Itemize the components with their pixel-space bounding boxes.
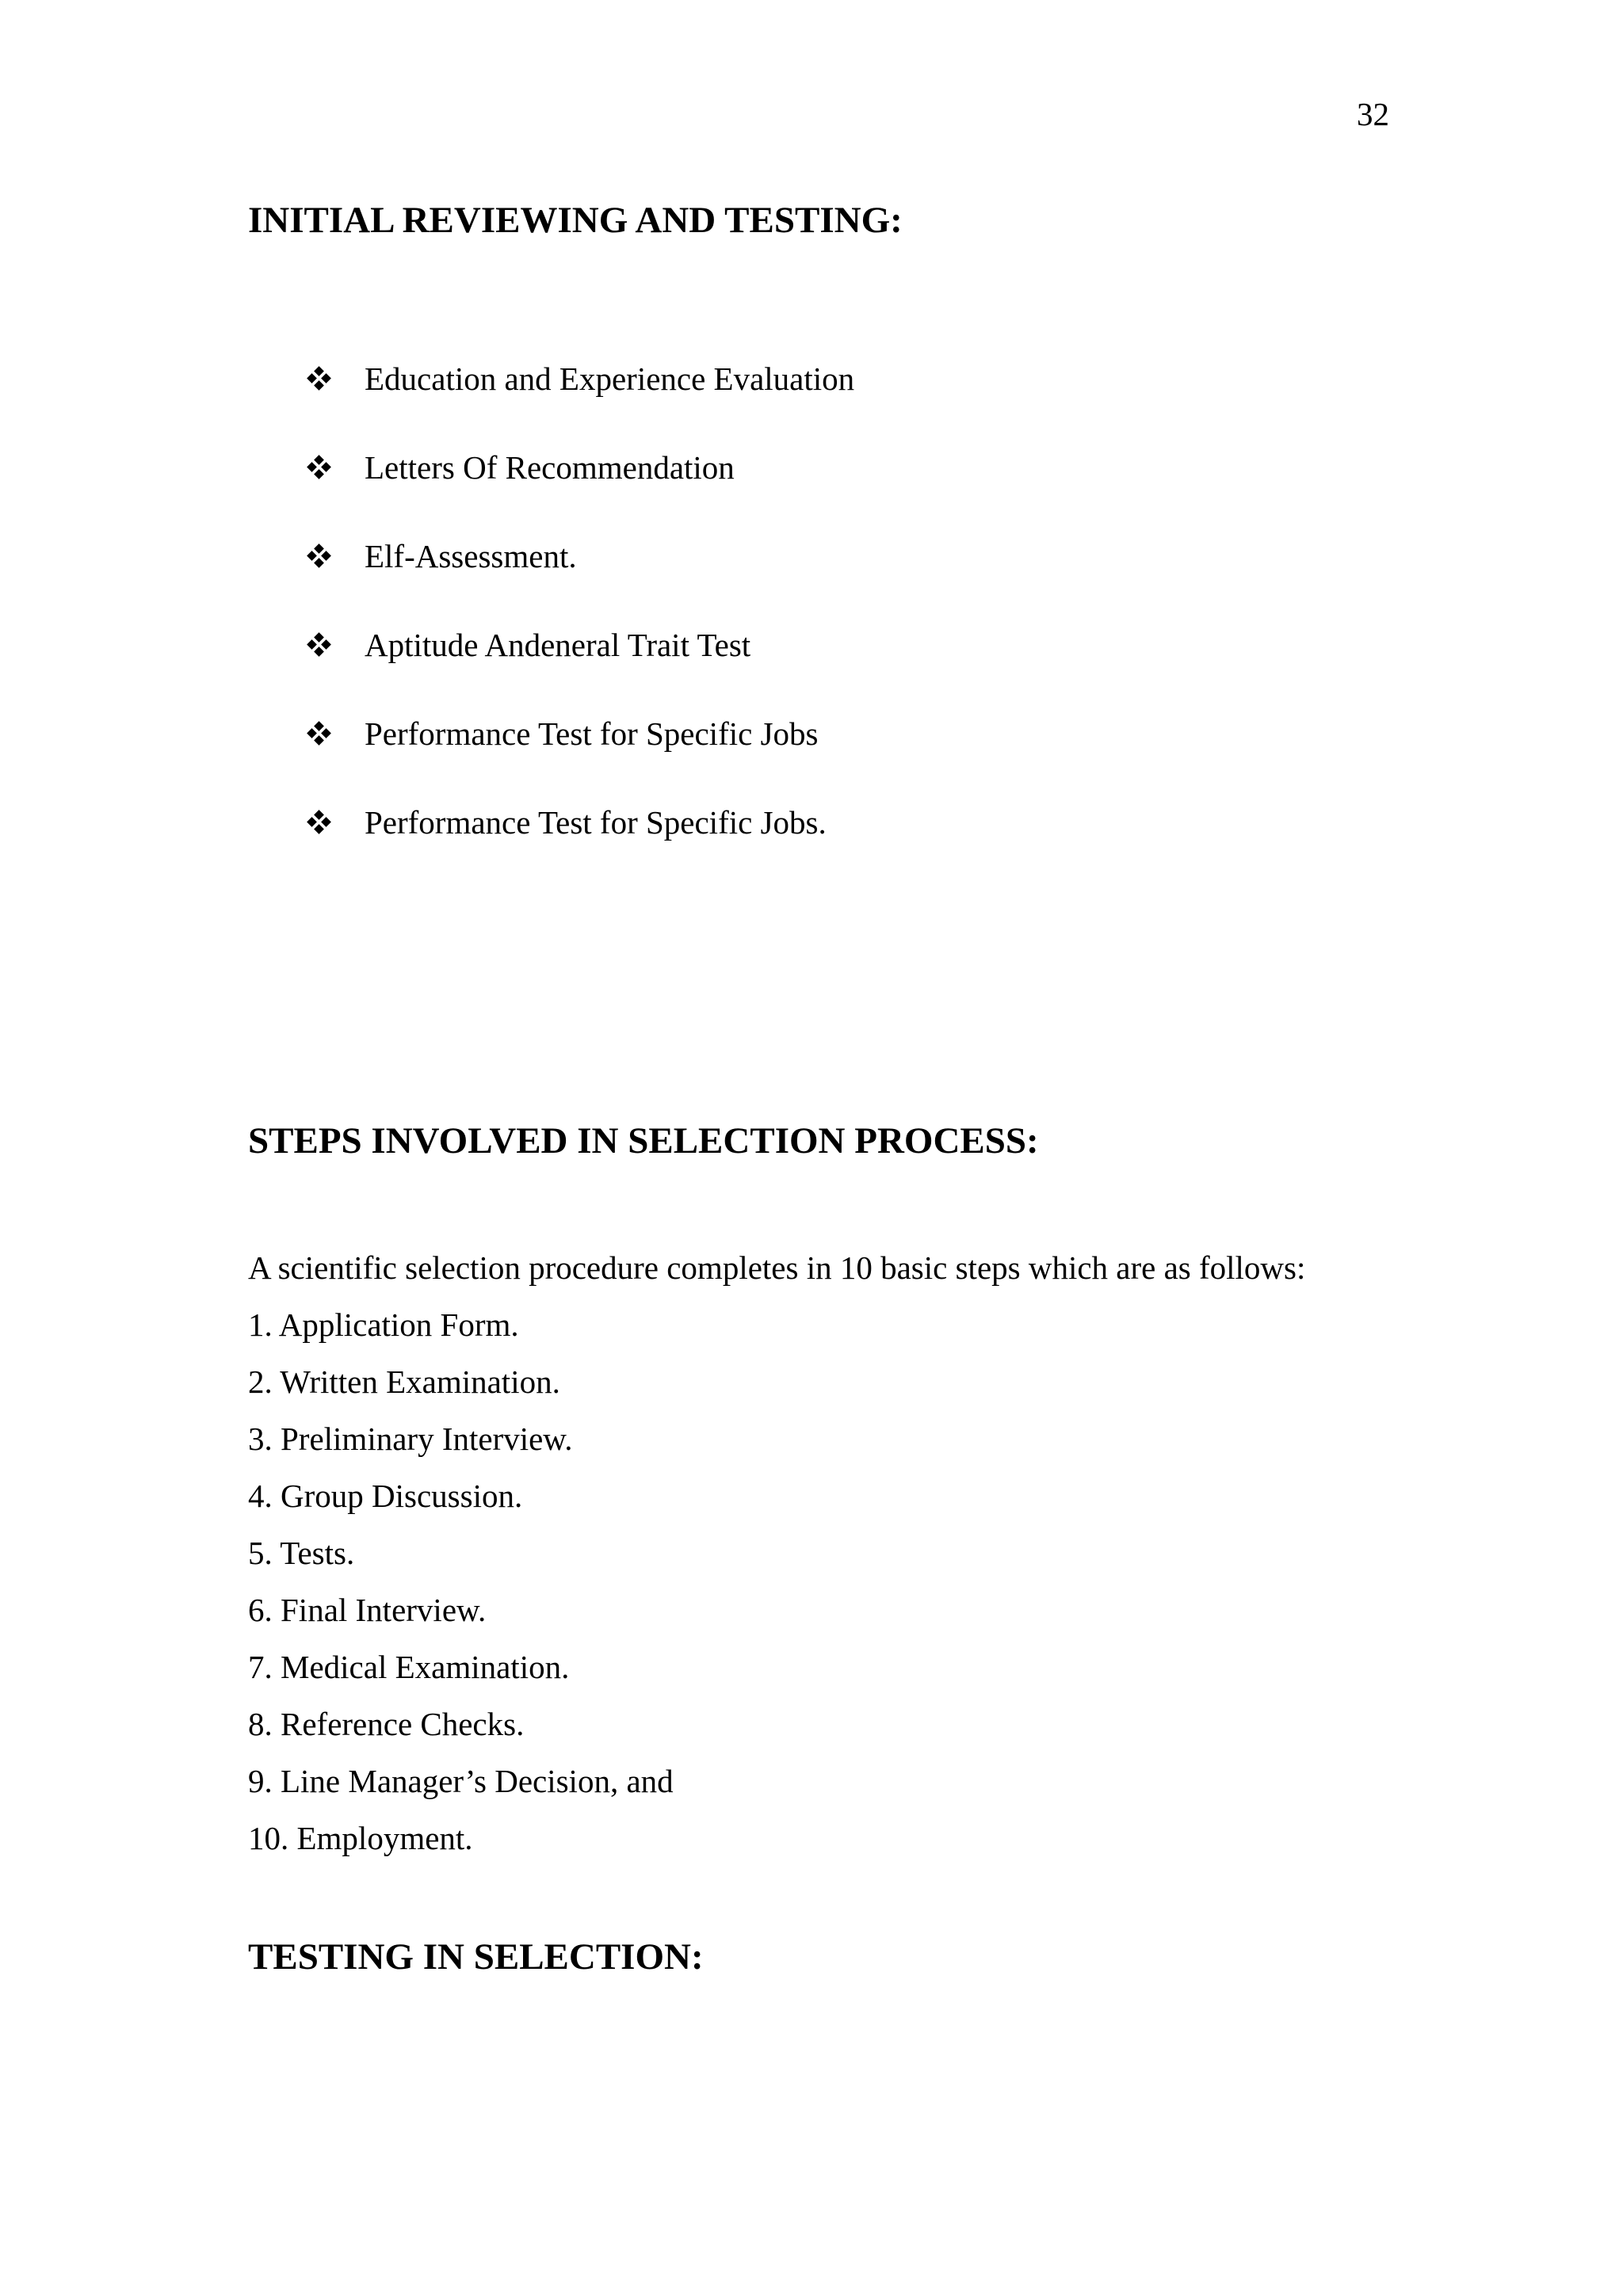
step-item: 10. Employment.: [248, 1820, 473, 1856]
selection-steps-list: [248, 1306, 674, 1879]
bullet-text: Performance Test for Specific Jobs.: [365, 803, 827, 841]
bullet-text: Aptitude Andeneral Trait Test: [365, 626, 751, 663]
bullet-text: Letters Of Recommendation: [365, 448, 735, 486]
step-item: 9. Line Manager’s Decision, and: [248, 1763, 674, 1799]
step-item: 2. Written Examination.: [248, 1363, 560, 1400]
diamond-bullet-icon: [307, 456, 331, 479]
diamond-bullet-icon: [307, 810, 331, 834]
bullet-item: [307, 423, 854, 512]
section-heading-initial-reviewing: INITIAL REVIEWING AND TESTING:: [248, 200, 903, 241]
bullet-item: [307, 601, 854, 689]
step-item: 3. Preliminary Interview.: [248, 1421, 573, 1457]
diamond-bullet-icon: [307, 367, 331, 391]
bullet-text: Education and Experience Evaluation: [365, 360, 855, 397]
step-item: 5. Tests.: [248, 1535, 355, 1571]
section-heading-selection-steps: STEPS INVOLVED IN SELECTION PROCESS:: [248, 1120, 1039, 1161]
reviewing-bullet-list: [307, 334, 854, 867]
page-number: 32: [1357, 96, 1389, 132]
step-item: 4. Group Discussion.: [248, 1478, 523, 1514]
bullet-item: [307, 778, 854, 867]
step-item: 7. Medical Examination.: [248, 1649, 570, 1685]
bullet-text: Performance Test for Specific Jobs: [365, 715, 819, 752]
step-item: 1. Application Form.: [248, 1306, 519, 1343]
diamond-bullet-icon: [307, 544, 331, 568]
step-item: 8. Reference Checks.: [248, 1706, 525, 1742]
step-item: 6. Final Interview.: [248, 1592, 487, 1628]
bullet-item: [307, 689, 854, 778]
bullet-item: [307, 512, 854, 601]
steps-intro-paragraph: A scientific selection procedure completes in 10 basic steps which are as follows:: [248, 1249, 1306, 1286]
bullet-item: [307, 334, 854, 423]
diamond-bullet-icon: [307, 633, 331, 657]
bullet-text: Elf-Assessment.: [365, 537, 577, 574]
diamond-bullet-icon: [307, 722, 331, 746]
section-heading-testing-in-selection: TESTING IN SELECTION:: [248, 1936, 704, 1978]
